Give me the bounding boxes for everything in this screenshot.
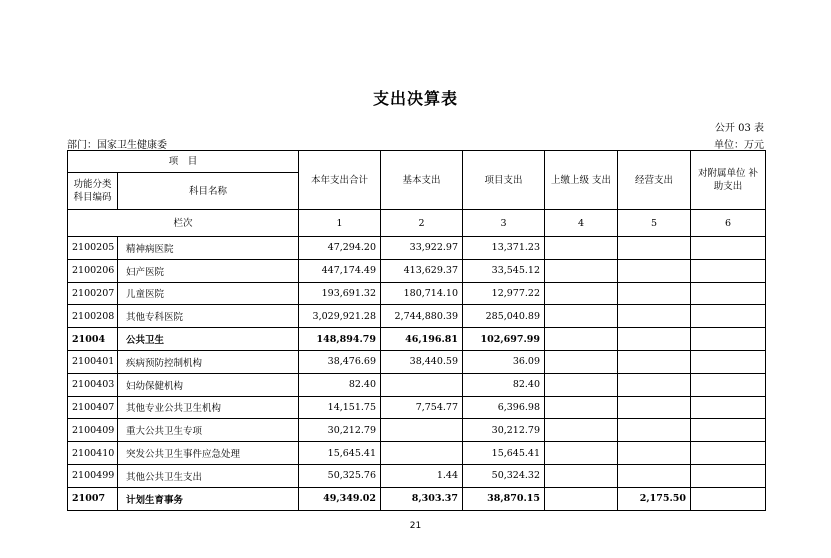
cell-name: 疾病预防控制机构 [118, 350, 299, 373]
table-row [68, 305, 766, 328]
cell-name: 计划生育事务 [118, 487, 299, 510]
cell-name: 其他专业公共卫生机构 [118, 396, 299, 419]
cell-total: 30,212.79 [299, 419, 381, 442]
cell-name: 妇幼保健机构 [118, 373, 299, 396]
cell-basic [381, 419, 463, 442]
cell-code: 2100409 [68, 419, 118, 442]
header-subsidy: 对附属单位 补助支出 [691, 151, 766, 210]
table-row [68, 350, 766, 373]
unit-label: 单位：万元 [714, 140, 764, 151]
cell-operating [618, 464, 691, 487]
cell-code: 2100207 [68, 282, 118, 305]
header-row-label: 栏次 [68, 210, 299, 237]
cell-code: 2100401 [68, 350, 118, 373]
cell-code: 2100208 [68, 305, 118, 328]
cell-upper [545, 419, 618, 442]
cell-total: 193,691.32 [299, 282, 381, 305]
cell-total: 447,174.49 [299, 259, 381, 282]
cell-project: 30,212.79 [463, 419, 545, 442]
cell-basic: 2,744,880.39 [381, 305, 463, 328]
cell-upper [545, 305, 618, 328]
cell-total: 38,476.69 [299, 350, 381, 373]
header-upper: 上缴上级 支出 [545, 151, 618, 210]
cell-upper [545, 442, 618, 465]
table-row [68, 396, 766, 419]
cell-project: 13,371.23 [463, 237, 545, 260]
cell-operating [618, 259, 691, 282]
cell-total: 15,645.41 [299, 442, 381, 465]
cell-upper [545, 237, 618, 260]
col-number-5: 5 [618, 210, 691, 237]
cell-basic: 8,303.37 [381, 487, 463, 510]
cell-operating [618, 442, 691, 465]
table-row [68, 419, 766, 442]
cell-name: 精神病医院 [118, 237, 299, 260]
cell-code: 21007 [68, 487, 118, 510]
cell-upper [545, 282, 618, 305]
cell-basic: 413,629.37 [381, 259, 463, 282]
header-operating: 经营支出 [618, 151, 691, 210]
cell-operating: 2,175.50 [618, 487, 691, 510]
cell-project: 50,324.32 [463, 464, 545, 487]
col-number-3: 3 [463, 210, 545, 237]
cell-upper [545, 396, 618, 419]
cell-basic: 46,196.81 [381, 328, 463, 351]
cell-name: 妇产医院 [118, 259, 299, 282]
table-row [68, 373, 766, 396]
cell-total: 148,894.79 [299, 328, 381, 351]
header-code: 功能分类 科目编码 [68, 173, 118, 210]
cell-operating [618, 350, 691, 373]
cell-code: 21004 [68, 328, 118, 351]
form-number: 公开 03 表 [714, 123, 764, 134]
col-number-1: 1 [299, 210, 381, 237]
cell-operating [618, 328, 691, 351]
cell-project: 38,870.15 [463, 487, 545, 510]
cell-upper [545, 259, 618, 282]
header-project-expense: 项目支出 [463, 151, 545, 210]
cell-name: 重大公共卫生专项 [118, 419, 299, 442]
cell-total: 49,349.02 [299, 487, 381, 510]
cell-total: 14,151.75 [299, 396, 381, 419]
page-title: 支出决算表 [372, 89, 458, 108]
cell-operating [618, 373, 691, 396]
cell-upper [545, 373, 618, 396]
cell-code: 2100410 [68, 442, 118, 465]
cell-operating [618, 282, 691, 305]
cell-subsidy [691, 487, 766, 510]
cell-total: 50,325.76 [299, 464, 381, 487]
cell-basic: 7,754.77 [381, 396, 463, 419]
header-row-numbers [68, 210, 766, 237]
department-label: 部门：国家卫生健康委 [67, 140, 167, 151]
col-number-4: 4 [545, 210, 618, 237]
cell-subsidy [691, 237, 766, 260]
cell-basic: 38,440.59 [381, 350, 463, 373]
cell-subsidy [691, 396, 766, 419]
header-basic: 基本支出 [381, 151, 463, 210]
header-row-project [68, 151, 766, 173]
cell-name: 突发公共卫生事件应急处理 [118, 442, 299, 465]
col-number-6: 6 [691, 210, 766, 237]
header-name: 科目名称 [118, 173, 299, 210]
cell-basic: 1.44 [381, 464, 463, 487]
cell-project: 12,977.22 [463, 282, 545, 305]
cell-project: 82.40 [463, 373, 545, 396]
cell-subsidy [691, 373, 766, 396]
cell-code: 2100499 [68, 464, 118, 487]
cell-code: 2100407 [68, 396, 118, 419]
cell-basic: 180,714.10 [381, 282, 463, 305]
cell-upper [545, 464, 618, 487]
cell-total: 82.40 [299, 373, 381, 396]
cell-total: 3,029,921.28 [299, 305, 381, 328]
cell-project: 102,697.99 [463, 328, 545, 351]
cell-name: 其他公共卫生支出 [118, 464, 299, 487]
expenditure-table [67, 150, 766, 511]
cell-operating [618, 419, 691, 442]
cell-code: 2100403 [68, 373, 118, 396]
cell-subsidy [691, 259, 766, 282]
cell-basic: 33,922.97 [381, 237, 463, 260]
cell-total: 47,294.20 [299, 237, 381, 260]
cell-name: 其他专科医院 [118, 305, 299, 328]
cell-operating [618, 305, 691, 328]
cell-upper [545, 328, 618, 351]
table-row [68, 259, 766, 282]
col-number-2: 2 [381, 210, 463, 237]
cell-subsidy [691, 442, 766, 465]
table-row [68, 464, 766, 487]
table-row [68, 487, 766, 510]
cell-subsidy [691, 464, 766, 487]
table-row [68, 328, 766, 351]
cell-basic [381, 373, 463, 396]
cell-project: 36.09 [463, 350, 545, 373]
cell-code: 2100205 [68, 237, 118, 260]
table-row [68, 282, 766, 305]
cell-basic [381, 442, 463, 465]
cell-subsidy [691, 419, 766, 442]
cell-project: 33,545.12 [463, 259, 545, 282]
cell-name: 公共卫生 [118, 328, 299, 351]
header-total: 本年支出合计 [299, 151, 381, 210]
cell-name: 儿童医院 [118, 282, 299, 305]
cell-subsidy [691, 350, 766, 373]
cell-upper [545, 350, 618, 373]
cell-subsidy [691, 328, 766, 351]
cell-subsidy [691, 305, 766, 328]
page-number: 21 [409, 521, 422, 531]
cell-upper [545, 487, 618, 510]
header-project: 项 目 [68, 151, 299, 173]
table-row [68, 237, 766, 260]
cell-subsidy [691, 282, 766, 305]
cell-operating [618, 237, 691, 260]
cell-code: 2100206 [68, 259, 118, 282]
cell-project: 6,396.98 [463, 396, 545, 419]
cell-project: 15,645.41 [463, 442, 545, 465]
table-row [68, 442, 766, 465]
cell-project: 285,040.89 [463, 305, 545, 328]
cell-operating [618, 396, 691, 419]
